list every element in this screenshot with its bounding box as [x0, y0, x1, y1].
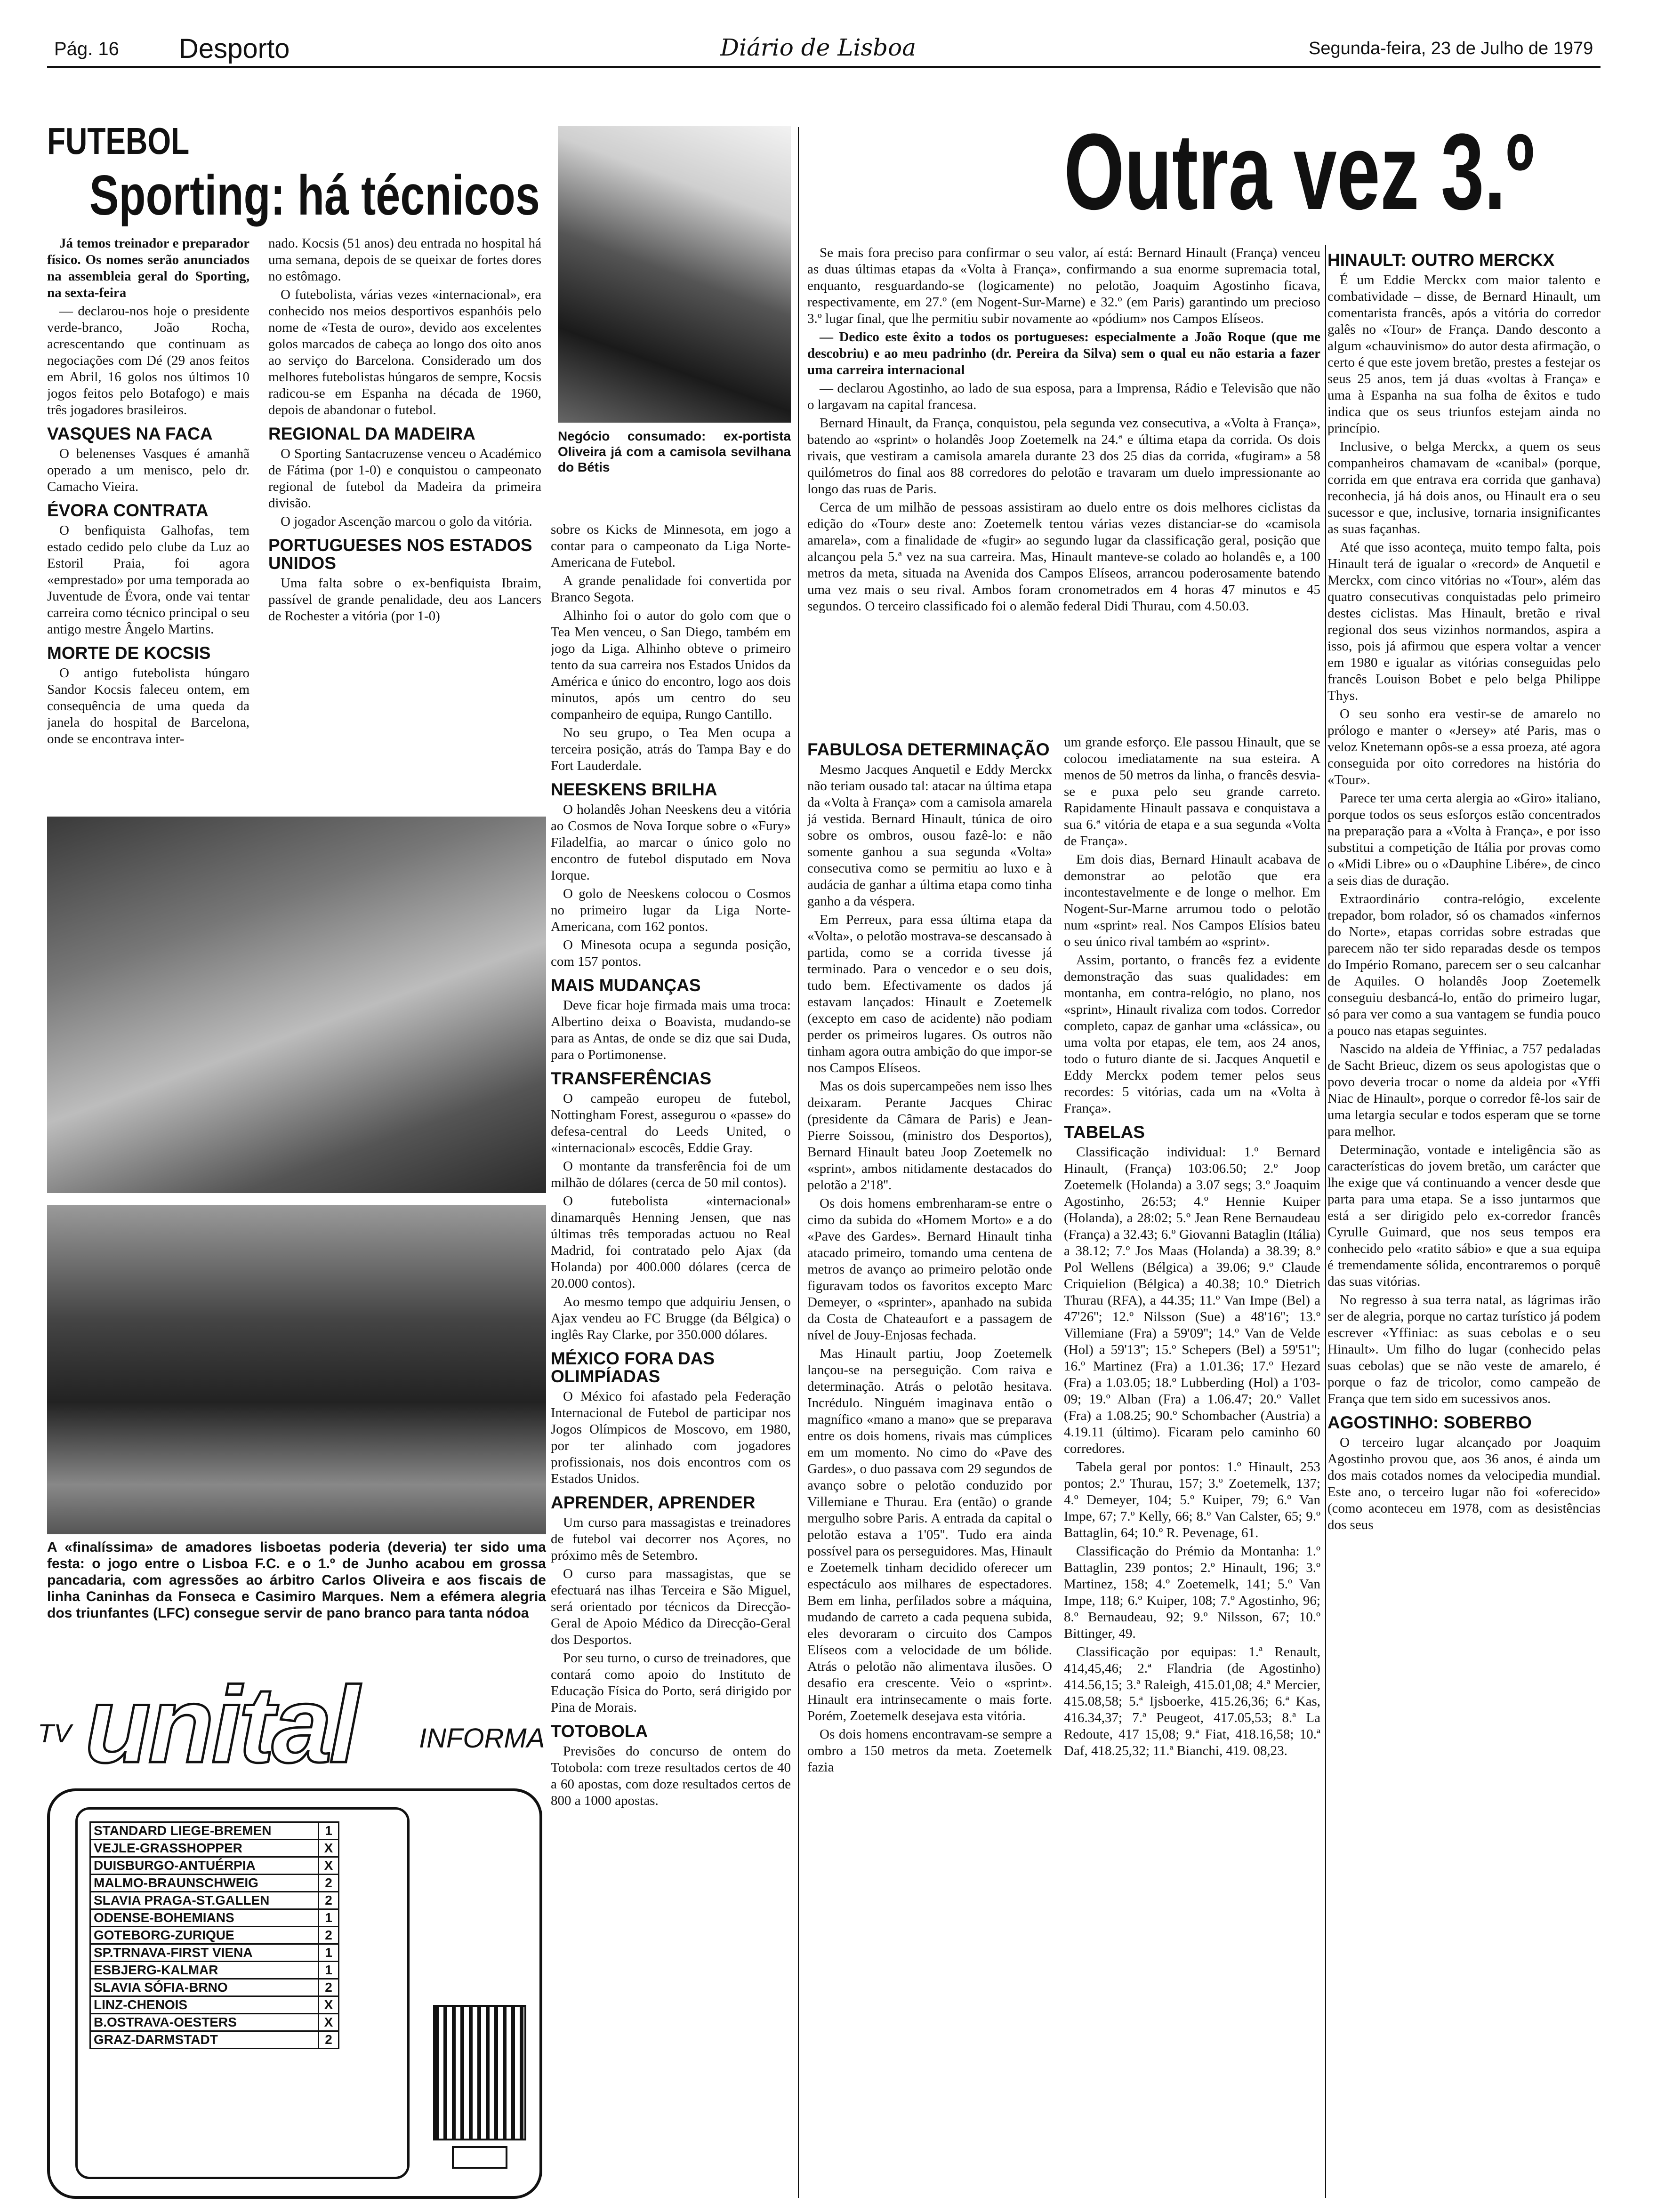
- paragraph: Uma falta sobre o ex-benfiquista Ibraim, passível de grande penalidade, deu aos Lancers de Rochester a vitória (por 1-0): [268, 576, 541, 624]
- fixture-match: ODENSE-BOHEMIANS: [90, 1909, 319, 1927]
- fixture-match: B.OSTRAVA-OESTERS: [90, 2014, 319, 2031]
- fixture-row: [90, 1962, 339, 1979]
- paragraph: É um Eddie Merckx com maior talento e combatividade – disse, de Bernard Hinault, um comentarista francês, após a vitória do corredor galês no «Tour» de França. Dando desconto a algum «chauvinismo» do autor desta afirmação, o certo é que este jovem bretão, prestes a festejar os seus 25 anos, tem já duas «voltas à França» e uma à Espanha na sua folha de êxitos e tudo indica que os seus triunfos estejam ainda no princípio.: [1327, 272, 1601, 436]
- oliveira-caption: Negócio consumado: ex-portista Oliveira já com a camisola sevilhana do Bétis: [558, 429, 791, 474]
- football-match-photo: [47, 817, 546, 1193]
- fixture-row: [90, 1927, 339, 1944]
- left-column-2: [268, 235, 541, 805]
- paragraph: O futebolista, várias vezes «internacional», era conhecido nos meios desportivos espanhóis pelo nome de «Testa de ouro», devido aos excelentes golos marcados de cabeça ao longo dos oito anos ao serviço do Barcelona. Considerado um dos melhores futebolistas húngaros de sempre, Kocsis radicou-se em Espanha na década de 1960, depois de abandonar o futebol.: [268, 287, 541, 417]
- fixture-match: DUISBURGO-ANTUÉRPIA: [90, 1857, 319, 1875]
- kicker: FUTEBOL: [47, 120, 190, 162]
- fixture-result: 2: [319, 1979, 339, 1996]
- paragraph: Classificação do Prémio da Montanha: 1.º Battaglin, 239 pontos; 2.º Hinault, 196; 3.º Martinez, 158; 4.º Zoetemelk, 141; 5.º Van Impe, 118; 6.º Kuiper, 108; 7.º Agostinho, 96; 8.º Bernaudeau, 92; 9.º Nilsson, 67; 10.º Bittinger, 49.: [1064, 1544, 1320, 1641]
- fixture-match: SLAVIA SÓFIA-BRNO: [90, 1979, 319, 1996]
- fixture-row: [90, 1892, 339, 1909]
- fixture-match: VEJLE-GRASSHOPPER: [90, 1840, 319, 1857]
- paragraph: Determinação, vontade e inteligência são as características do jovem bretão, um carácter que lhe exige que vá continuando a vencer desde que parta para uma etapa. Se a isso juntarmos que está a ser dirigido pelo ex-corredor francês Cyrulle Guimard, que nos seus tempos era conhecido pelo «ratito sábio» e que a sua equipa é tremendamente sólida, encontraremos o porquê das suas vitórias.: [1327, 1142, 1601, 1289]
- fixture-result: X: [319, 1840, 339, 1857]
- paragraph: Mas Hinault partiu, Joop Zoetemelk lançou-se na perseguição. Com raiva e determinação. Atrás o pelotão hesitava. Incrédulo. Ninguém imaginava então o magnífico «mano a mano» que se preparava entre os dois homens, rivais mas cúmplices em um momento. No cimo do «Pave des Gardes», o duo passava com 29 segundos de avanço sobre o pelotão conduzido por Villemiane e Thurau. Era (então) o grande mergulho sobre Paris. A entrada da capital o pelotão estava a 1'05''. Tudo era ainda possível para os perseguidores. Mas, Hinault e Zoetemelk tinham decidido oferecer um espectáculo aos milhares de espectadores. Bem em linha, perfilados sobre a máquina, mudando de carreto a cada pequena subida, eles devoraram o circuito dos Campos Elíseos com a velocidade de um bólide. Atrás o pelotão não alimentava ilusões. O desafio era crescente. Veio o «sprint». Hinault era intrinsecamente o mais forte. Porém, Zoetemelk desejava esta vitória.: [807, 1346, 1052, 1723]
- fixture-match: SP.TRNAVA-FIRST VIENA: [90, 1944, 319, 1962]
- fixture-row: [90, 1840, 339, 1857]
- subheading: AGOSTINHO: SOBERBO: [1327, 1413, 1532, 1432]
- fixture-result: 2: [319, 1927, 339, 1944]
- section-name: Desporto: [179, 33, 290, 64]
- paragraph: No regresso à sua terra natal, as lágrimas irão ser de alegria, porque no cartaz turístico já podem escrever «Yffiniac: as suas cebolas e o seu Hinault». Um filho do lugar (conhecido pelas suas cebolas) que se não veste de amarelo, é porque o faz de tricolor, como campeão de França que tem sido em sucessivos anos.: [1327, 1292, 1601, 1406]
- fixture-result: 1: [319, 1944, 339, 1962]
- fixture-result: 2: [319, 1892, 339, 1909]
- right-intro: [807, 245, 1320, 729]
- paragraph: O seu sonho era vestir-se de amarelo no prólogo e manter o «Jersey» até Paris, mas o veloz Knetemann opôs-se a essa proeza, até agora conseguida por oito corredores na história do «Tour».: [1327, 706, 1601, 787]
- paragraph: nado. Kocsis (51 anos) deu entrada no hospital há uma semana, depois de se queixar de fortes dores no estômago.: [268, 236, 541, 284]
- fixture-result: 1: [319, 1822, 339, 1840]
- fixture-match: GRAZ-DARMSTADT: [90, 2031, 319, 2049]
- subheading: NEESKENS BRILHA: [551, 780, 717, 799]
- right-headline: Outra vez 3.º: [1064, 111, 1535, 232]
- left-headline: Sporting: há técnicos: [89, 164, 540, 227]
- right-column-2: [1064, 734, 1320, 2198]
- fixture-result: X: [319, 1996, 339, 2014]
- issue-date: Segunda-feira, 23 de Julho de 1979: [1309, 39, 1593, 58]
- ad-tagline: INFORMA: [419, 1723, 545, 1754]
- paragraph: Em Perreux, para essa última etapa da «Volta», o pelotão mostrava-se descansado à partida, como se a corrida tivesse já terminado. Para o vencedor e o seu dois, tudo bem. Efectivamente os dados já estavam lançados: Hinault e Zoetemelk (excepto em caso de acidente) não podiam perder os primeiros lugares. Os outros não tinham agora outra ambição do que impor-se nos Campos Elíseos.: [807, 912, 1052, 1075]
- paragraph: Nascido na aldeia de Yffiniac, a 757 pedaladas de Sacht Brieuc, dizem os seus apologistas que o povo deveria trocar o nome da aldeia por «Yffi Niac de Hinault», porque o corredor fê-los sair de uma letargia secular e todos esperam que se torne para melhor.: [1327, 1042, 1601, 1139]
- fixture-result: 2: [319, 1875, 339, 1892]
- page-number: Pág. 16: [54, 39, 119, 59]
- paragraph: Assim, portanto, o francês fez a evidente demonstração das suas qualidades: em montanha, em contra-relógio, no plano, nos «sprint», Hinault rivaliza com todos. Corredor completo, capaz de ganhar uma «clássica», ou uma volta por etapas, ele tem, aos 24 anos, todo o futuro diante de si. Jacques Anquetil e Eddy Merckx podem temer pelos seus recordes: 5 vitórias, cada um na «Volta à França».: [1064, 953, 1320, 1116]
- paragraph: O belenenses Vasques é amanhã operado a um menisco, pelo dr. Camacho Vieira.: [47, 446, 249, 494]
- fixture-match: MALMO-BRAUNSCHWEIG: [90, 1875, 319, 1892]
- subheading: TOTOBOLA: [551, 1722, 648, 1741]
- masthead-rule: [47, 66, 1601, 68]
- paragraph: O benfiquista Galhofas, tem estado cedido pelo clube da Luz ao Estoril Praia, foi agora «emprestado» por uma temporada ao Juventude de Évora, onde vai tentar carreira como técnico principal o seu antigo mestre Ângelo Martins.: [47, 523, 249, 637]
- middle-column: [551, 521, 791, 2197]
- paragraph: Mas os dois supercampeões nem isso lhes deixaram. Perante Jacques Chirac (presidente da Câmara de Paris) e Jean-Pierre Soissou, (ministro dos Desportos), Bernard Hinault bateu Joop Zoetemelk no «sprint», ambos nitidamente destacados do pelotão a 2'18''.: [807, 1079, 1052, 1193]
- paragraph: Tabela geral por pontos: 1.º Hinault, 253 pontos; 2.º Thurau, 157; 3.º Zoetemelk, 137; 4.º Demeyer, 104; 5.º Kuiper, 79; 6.º Van Impe, 67; 7.º Kelly, 66; 8.º Van Calster, 65; 9.º Battaglin, 64; 10.º R. Pevenage, 61.: [1064, 1459, 1320, 1540]
- team-photo: [47, 1205, 546, 1534]
- paragraph: sobre os Kicks de Minnesota, em jogo a contar para o campeonato da Liga Norte-Americana de Futebol.: [551, 522, 791, 570]
- fixture-row: [90, 1822, 339, 1840]
- paragraph: Mesmo Jacques Anquetil e Eddy Merckx não teriam ousado tal: atacar na última etapa da «Volta à França» com a camisola amarela já vestida. Bernard Hinault, túnica de oiro sobre os ombros, ousou fazê-lo: e não somente ganhou a sua segunda «Volta» consecutiva como se permitiu ao luxo e à audácia de ganhar a última etapa como tinha ganho a da véspera.: [807, 762, 1052, 909]
- totobola-fixtures-table: [89, 1821, 339, 2049]
- fixture-match: SLAVIA PRAGA-ST.GALLEN: [90, 1892, 319, 1909]
- fixture-result: 1: [319, 1962, 339, 1979]
- paragraph: — declarou Agostinho, ao lado de sua esposa, para a Imprensa, Rádio e Televisão que não o largavam na capital francesa.: [807, 381, 1320, 412]
- right-column-3: [1327, 245, 1601, 2198]
- fixture-result: X: [319, 1857, 339, 1875]
- subheading: APRENDER, APRENDER: [551, 1493, 756, 1512]
- paragraph: O terceiro lugar alcançado por Joaquim Agostinho provou que, aos 36 anos, é ainda um dos mais cotados nomes da velocipedia mundial. Este ano, o terceiro lugar não foi «oferecido» (como aconteceu em 1978, com as desistências dos seus: [1327, 1435, 1601, 1532]
- paragraph: Em dois dias, Bernard Hinault acabava de demonstrar ao pelotão que era incontestavelmente e de longe o melhor. Em Nogent-Sur-Marne arrumou todo o pelotão num «sprint» real. Nos Campos Elísios bateu o seu único rival também ao «sprint».: [1064, 852, 1320, 949]
- fixture-row: [90, 1979, 339, 1996]
- paragraph: O México foi afastado pela Federação Internacional de Futebol de participar nos Jogos Olímpicos de Moscovo, em 1980, por ter alinhado com jogadores profissionais, nos dois encontros com os Estados Unidos.: [551, 1389, 791, 1486]
- fixture-match: GOTEBORG-ZURIQUE: [90, 1927, 319, 1944]
- paragraph: O montante da transferência foi de um milhão de dólares (cerca de 50 mil contos).: [551, 1159, 791, 1190]
- paragraph: Previsões do concurso de ontem do Totobola: com treze resultados certos de 40 a 60 apostas, com doze resultados certos de 800 a 1000 apostas.: [551, 1744, 791, 1808]
- subheading: TRANSFERÊNCIAS: [551, 1069, 712, 1088]
- paragraph: Cerca de um milhão de pessoas assistiram ao duelo entre os dois melhores ciclistas da edição do «Tour» deste ano: Zoetemelk tentou várias vezes distanciar-se do «camisola amarela», com a finalidade de «fugir» ao segundo lugar da classificação geral, posição que alcançou pela 5.ª vez na sua carreira. Mas, Hinault manteve-se colado ao holandês e, a 100 metros da meta, situada na Avenida dos Campos Elíseos, arrancou poderosamente batendo uma vez mais o seu rival. Ambos foram cronometrados em 4 horas 47 minutos e 45 segundos. O terceiro classificado foi o alemão federal Didi Thurau, com 4.50.03.: [807, 500, 1320, 614]
- subheading: REGIONAL DA MADEIRA: [268, 424, 475, 443]
- paragraph: O Sporting Santacruzense venceu o Académico de Fátima (por 1-0) e conquistou o campeonato regional de futebol da Madeira da primeira divisão.: [268, 446, 541, 511]
- paragraph: um grande esforço. Ele passou Hinault, que se colocou imediatamente na sua esteira. A menos de 50 metros da linha, o francês desvia-se e puxa pelo seu grande carreto. Rapidamente Hinault passava e conquistava a sua 6.ª vitória de etapa e a sua segunda «Volta de França».: [1064, 735, 1320, 849]
- ad-tv-label: TV: [38, 1718, 72, 1748]
- paragraph: O futebolista «internacional» dinamarquês Henning Jensen, que nas últimas três temporadas actuou no Real Madrid, foi contratado pelo Ajax (da Holanda) por 400.000 dólares (cerca de 20.000 contos).: [551, 1194, 791, 1291]
- fixture-row: [90, 2031, 339, 2049]
- tv-speaker-panel: [433, 2005, 526, 2140]
- column-rule-right: [1325, 245, 1326, 2198]
- paragraph: Os dois homens embrenharam-se entre o cimo da subida do «Homem Morto» e a do «Pave des Gardes». Bernard Hinault tinha atacado primeiro, tomando uma centena de metros de avanço ao primeiro pelotão onde figuravam todos os favoritos excepto Marc Demeyer, o «sprinter», apanhado na subida da Costa de Chateaufort e a passagem de nível de Jouy-Enjosas fechada.: [807, 1196, 1052, 1343]
- paragraph: Parece ter uma certa alergia ao «Giro» italiano, porque todos os seus esforços estão concentrados na preparação para a «Volta à França», e por isso substitui a competição de Itália por provas como o «Midi Libre» ou o «Dauphine Libére», de cinco a seis dias de duração.: [1327, 791, 1601, 888]
- subheading: MÉXICO FORA DAS OLIMPÍADAS: [551, 1349, 715, 1386]
- fixture-row: [90, 1857, 339, 1875]
- paragraph: O campeão europeu de futebol, Nottingham Forest, assegurou o «passe» do defesa-central do Leeds United, o «internacional» escocês, Eddie Gray.: [551, 1091, 791, 1155]
- subheading: VASQUES NA FACA: [47, 424, 213, 443]
- oliveira-photo: [558, 126, 791, 423]
- fixture-row: [90, 1944, 339, 1962]
- paragraph: O Minesota ocupa a segunda posição, com 157 pontos.: [551, 938, 791, 969]
- paragraph: Já temos treinador e preparador físico. Os nomes serão anunciados na assembleia geral do Sporting, na sexta-feira: [47, 236, 249, 300]
- tv-knob: [452, 2146, 507, 2169]
- paragraph: Alhinho foi o autor do golo com que o Tea Men venceu, o San Diego, também em jogo da Liga. Alhinho obteve o primeiro tento da sua carreira nos Estados Unidos da América e único do encontro, logo aos dois minutos, após um centro do seu companheiro de equipa, Rungo Cantillo.: [551, 608, 791, 722]
- paragraph: Classificação por equipas: 1.ª Renault, 414,45,46; 2.ª Flandria (de Agostinho) 414.56,15; 3.ª Raleigh, 415.01,08; 4.ª Mercier, 415.08,58; 5.ª Ijsboerke, 415.26,36; 6.ª Kas, 416.34,37; 7.ª Peugeot, 417.05,53; 8.ª La Redoute, 417 15,08; 9.ª Fiat, 418.16,58; 10.ª Daf, 418.25,32; 11.ª Bianchi, 419. 08,23.: [1064, 1644, 1320, 1758]
- paragraph: Extraordinário contra-relógio, excelente trepador, bom rolador, só os chamados «infernos do Norte», etapas corridas sobre estradas que parecem não ter sido reparadas desde os tempos do Império Romano, parecem ser o seu calcanhar de Aquiles. O holandês Joop Zoetemelk conseguiu desbancá-lo, então do primeiro lugar, só para ver como a sua vantagem se fundia pouco a pouco nas etapas seguintes.: [1327, 891, 1601, 1038]
- fixture-result: 2: [319, 2031, 339, 2049]
- newspaper-name: Diário de Lisboa: [720, 34, 917, 61]
- paragraph: — declarou-nos hoje o presidente verde-branco, João Rocha, acrescentando que continuam as negociações com Dé (29 anos feitos em Abril, 16 golos nos últimos 10 jogos feitos pelo Botafogo) e mais três jogadores brasileiros.: [47, 304, 249, 417]
- fixture-row: [90, 1909, 339, 1927]
- subheading: FABULOSA DETERMINAÇÃO: [807, 740, 1050, 759]
- subheading: MAIS MUDANÇAS: [551, 976, 701, 995]
- subheading: PORTUGUESES NOS ESTADOS UNIDOS: [268, 536, 532, 573]
- fixture-match: LINZ-CHENOIS: [90, 1996, 319, 2014]
- right-column-1: [807, 734, 1052, 2198]
- fixture-match: ESBJERG-KALMAR: [90, 1962, 319, 1979]
- fixture-row: [90, 2014, 339, 2031]
- column-rule: [798, 127, 799, 2198]
- paragraph: — Dedico este êxito a todos os portugueses: especialmente a João Roque (que me descobriu) e ao meu padrinho (dr. Pereira da Silva) sem o qual eu não estaria a fazer uma carreira internacional: [807, 329, 1320, 377]
- paragraph: Bernard Hinault, da França, conquistou, pela segunda vez consecutiva, a «Volta à França», batendo ao «sprint» o holandês Joop Zoetemelk na 24.ª e última etapa da corrida. Os dois rivais, que vestiram a camisola amarela durante 23 dos 25 dias da corrida, «fugiram» a 58 quilómetros do final aos 88 corredores do pelotão e travaram um duelo impressionante ao longo das ruas de Paris.: [807, 416, 1320, 497]
- fixture-result: 1: [319, 1909, 339, 1927]
- paragraph: O antigo futebolista húngaro Sandor Kocsis faleceu ontem, em consequência de uma queda da janela do hospital de Barcelona, onde se encontrava inter-: [47, 665, 249, 746]
- left-column-1: [47, 235, 249, 805]
- ad-brand: unital: [85, 1664, 357, 1785]
- left-photo-caption: A «finalíssima» de amadores lisboetas poderia (deveria) ter sido uma festa: o jogo entre o Lisboa F.C. e o 1.º de Junho acabou em grossa pancadaria, com agressões ao árbitro Carlos Oliveira e aos fiscais de linha Caninhas da Fonseca e Casimiro Marques. Nem a efémera alegria dos triunfantes (LFC) conseguе servir de pano branco para tanta nódoa: [47, 1539, 546, 1621]
- paragraph: O jogador Ascenção marcou o golo da vitória.: [281, 514, 532, 529]
- paragraph: Até que isso aconteça, muito tempo falta, pois Hinault terá de igualar o «record» de Anquetil e Merckx, com cinco vitórias no «Tour», além das quatro consecutivas conquistadas pelo primeiro destes ciclistas. Mas Hinault, bretão e rival regional dos seus vizinhos normandos, aspira a isso, pois já afirmou que espera voltar a vencer em 1980 e igualar as vitórias conseguidas pelo francês Louison Bobet e pelo belga Philippe Thys.: [1327, 540, 1601, 703]
- paragraph: Um curso para massagistas e treinadores de futebol vai decorrer nos Açores, no próximo mês de Setembro.: [551, 1515, 791, 1563]
- paragraph: Os dois homens encontravam-se sempre a ombro a 150 metros da meta. Zoetemelk fazia: [807, 1727, 1052, 1775]
- paragraph: O golo de Neeskens colocou o Cosmos no primeiro lugar da Liga Norte-Americana, com 162 pontos.: [551, 886, 791, 934]
- paragraph: Deve ficar hoje firmada mais uma troca: Albertino deixa o Boavista, mudando-se para as Antas, de onde se diz que sai Duda, para o Portimonense.: [551, 998, 791, 1062]
- masthead: [0, 0, 1657, 71]
- paragraph: O curso para massagistas, que se efectuará nas ilhas Terceira e São Miguel, será orientado por técnicos da Direcção-Geral de Apoio Médico da Direcção-Geral dos Desportos.: [551, 1566, 791, 1647]
- paragraph: Por seu turno, o curso de treinadores, que contará como apoio do Instituto de Educação Física do Porto, será dirigido por Pina de Morais.: [551, 1651, 791, 1715]
- subheading: ÉVORA CONTRATA: [47, 501, 209, 520]
- fixture-match: STANDARD LIEGE-BREMEN: [90, 1822, 319, 1840]
- paragraph: A grande penalidade foi convertida por Branco Segota.: [551, 573, 791, 605]
- unital-ad: [28, 1666, 546, 2198]
- paragraph: Inclusive, o belga Merckx, a quem os seus companheiros chamavam de «canibal» (porque, corrida em que entrava era corrida que ganhava) reconhecia, já há dois anos, ou Hinault era o seu sucessor e que, inclusive, tornaria insignificantes as suas façanhas.: [1327, 439, 1601, 537]
- paragraph: O holandês Johan Neeskens deu a vitória ao Cosmos de Nova Iorque sobre o «Fury» Filadelfia, ao marcar o único golo no encontro de futebol disputado em Nova Iorque.: [551, 802, 791, 883]
- paragraph: No seu grupo, o Tea Men ocupa a terceira posição, atrás do Tampa Bay e do Fort Lauderdale.: [551, 725, 791, 773]
- subheading: HINAULT: OUTRO MERCKX: [1327, 250, 1555, 270]
- subheading: MORTE DE KOCSIS: [47, 643, 211, 663]
- paragraph: Se mais fora preciso para confirmar o seu valor, aí está: Bernard Hinault (França) venceu as duas últimas etapas da «Volta à França», confirmando a sua enorme supremacia total, enquanto, resguardando-se (logicamente) no pelotão, Joaquim Agostinho ficava, respectivamente, em 27.º (em Nogent-Sur-Marne) e 32.º (em Paris) garantindo um precioso 3.º lugar final, que lhe permitiu subir novamente ao «pódium» nos Campos Elíseos.: [807, 245, 1320, 326]
- fixture-row: [90, 1875, 339, 1892]
- paragraph: Classificação individual: 1.º Bernard Hinault, (França) 103:06.50; 2.º Joop Zoetemelk (Holanda) a 3.07 segs; 3.º Joaquim Agostinho, 26:53; 4.º Hennie Kuiper (Holanda), a 28:02; 5.º Jean Rene Bernaudeau (França) a 32.43; 6.º Giovanni Bataglin (Itália) a 38.12; 7.º Jos Maas (Holanda) a 38.39; 8.º Pol Wellens (Bélgica) a 39.06; 9.º Claude Criquielion (Bélgica) a 40.38; 10.º Dietrich Thurau (RFA), a 44.35; 11.º Van Impe (Bel) a 47'26''; 12.º Nilsson (Sue) a 48'16''; 13.º Villemiane (Fra) a 59'09''; 14.º Van de Velde (Hol) a 59'13''; 15.º Schepers (Bel) a 59'51''; 16.º Martinez (Fra) a 1.01.36; 17.º Hezard (Fra) a 1.03.05; 18.º Lubberding (Hol) a 1'03-09; 19.º Alban (Fra) a 1.06.47; 20.º Vallet (Fra) a 1.08.25; 90.º Schombacher (Austria) a 4.19.11 (último). Ficaram pelo caminho 60 corredores.: [1064, 1145, 1320, 1456]
- fixture-row: [90, 1996, 339, 2014]
- fixture-result: X: [319, 2014, 339, 2031]
- paragraph: Ao mesmo tempo que adquiriu Jensen, o Ajax vendeu ao FC Brugge (da Bélgica) o inglês Ray Clarke, por 350.000 dólares.: [551, 1294, 791, 1342]
- subheading: TABELAS: [1064, 1122, 1145, 1142]
